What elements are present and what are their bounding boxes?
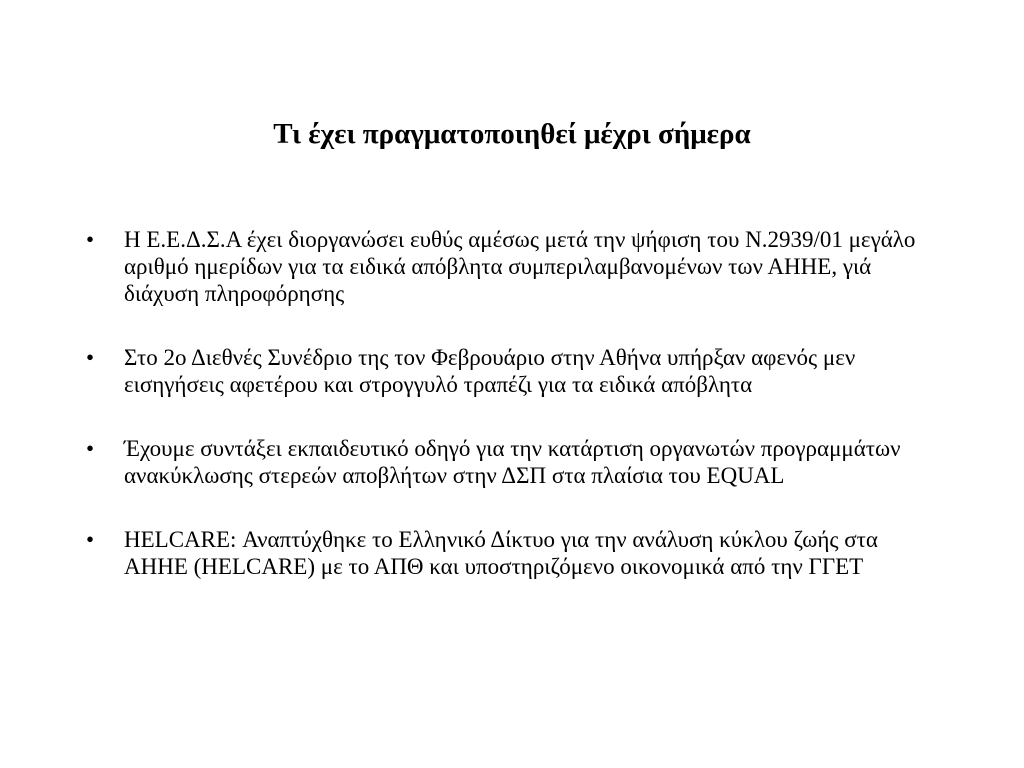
bullet-text: HELCARE: Αναπτύχθηκε το Ελληνικό Δίκτυο για την ανάλυση κύκλου ζωής στα ΑΗΗΕ (HELCARE) με το ΑΠΘ και υποστηριζόμενο οικονομικά από την ΓΓΕΤ (124, 527, 878, 579)
bullet-icon: • (86, 527, 95, 552)
bullet-icon: • (86, 436, 95, 461)
bullet-text: Στο 2ο Διεθνές Συνέδριο της τον Φεβρουάριο στην Αθήνα υπήρξαν αφενός μεν εισηγήσεις αφετέρου και στρογγυλό τραπέζι για τα ειδικά απόβλητα (124, 345, 856, 397)
bullet-text: Η Ε.Ε.Δ.Σ.Α έχει διοργανώσει ευθύς αμέσως μετά την ψήφιση του Ν.2939/01 μεγάλο αριθμό ημερίδων για τα ειδικά απόβλητα συμπεριλαμβανομένων των ΑΗΗΕ, γιά διάχυση πληροφόρησης (124, 227, 916, 306)
bullet-icon: • (86, 345, 95, 370)
bullet-item (86, 526, 946, 580)
bullet-list (86, 226, 946, 617)
bullet-item (86, 435, 946, 489)
slide-title: Τι έχει πραγματοποιηθεί μέχρι σήμερα (273, 118, 751, 150)
bullet-item (86, 344, 946, 398)
bullet-item (86, 226, 946, 307)
bullet-icon: • (86, 227, 95, 252)
bullet-text: Έχουμε συντάξει εκπαιδευτικό οδηγό για την κατάρτιση οργανωτών προγραμμάτων ανακύκλωσης στερεών αποβλήτων στην ΔΣΠ στα πλαίσια του EQUAL (124, 436, 901, 488)
